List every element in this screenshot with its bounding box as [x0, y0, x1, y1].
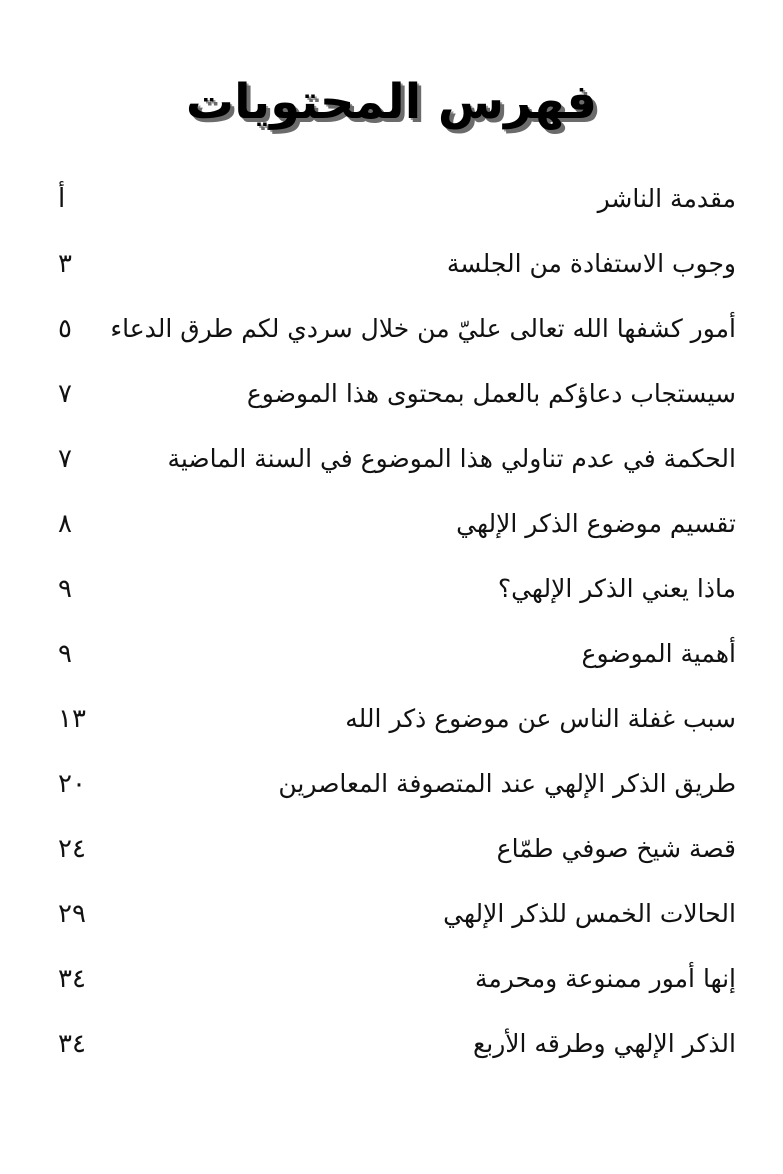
toc-entry: [52, 621, 736, 686]
toc-entry-title: مقدمة الناشر: [597, 184, 736, 213]
toc-entry-title: سيستجاب دعاؤكم بالعمل بمحتوى هذا الموضوع: [246, 379, 736, 408]
toc-entry: [52, 231, 736, 296]
toc-entry-title: الحكمة في عدم تناولي هذا الموضوع في السنة الماضية: [167, 444, 736, 473]
toc-page-number: ٣٤: [58, 963, 86, 994]
toc-entry: [52, 361, 736, 426]
toc-entry-title: طريق الذكر الإلهي عند المتصوفة المعاصرين: [278, 769, 736, 798]
toc-page-number: ٢٩: [58, 898, 86, 929]
toc-entry: [52, 296, 736, 361]
toc-page-number: ٩: [58, 573, 72, 604]
toc-entry: [52, 946, 736, 1011]
toc-page-number: ٥: [58, 313, 72, 344]
toc-page-number: ٢٠: [58, 768, 86, 799]
toc-page-number: ٨: [58, 508, 72, 539]
toc-entry-title: أهمية الموضوع: [581, 639, 736, 668]
toc-entry: [52, 491, 736, 556]
toc-entry-title: تقسيم موضوع الذكر الإلهي: [456, 509, 736, 538]
toc-page-number: ٧: [58, 378, 72, 409]
page-title: فهرس المحتويات: [185, 74, 598, 130]
toc-entry: [52, 686, 736, 751]
toc-entry-title: أمور كشفها الله تعالى عليّ من خلال سردي لكم طرق الدعاء: [110, 314, 736, 343]
toc-entry: [52, 881, 736, 946]
toc-entry: [52, 556, 736, 621]
toc-page-number: ٧: [58, 443, 72, 474]
toc-entry-title: قصة شيخ صوفي طمّاع: [496, 834, 736, 863]
table-of-contents: [52, 166, 736, 1076]
toc-entry-title: إنها أمور ممنوعة ومحرمة: [474, 964, 736, 993]
toc-page-number: أ: [58, 183, 66, 214]
toc-entry: [52, 751, 736, 816]
toc-entry-title: وجوب الاستفادة من الجلسة: [446, 249, 736, 278]
toc-page-number: ٣٤: [58, 1028, 86, 1059]
toc-entry-title: سبب غفلة الناس عن موضوع ذكر الله: [345, 704, 736, 733]
toc-page-number: ٢٤: [58, 833, 86, 864]
toc-entry: [52, 1011, 736, 1076]
toc-entry-title: الحالات الخمس للذكر الإلهي: [443, 899, 736, 928]
toc-entry-title: الذكر الإلهي وطرقه الأربع: [472, 1029, 736, 1058]
toc-page-number: ٩: [58, 638, 72, 669]
toc-page-number: ١٣: [58, 703, 86, 734]
toc-entry-title: ماذا يعني الذكر الإلهي؟: [497, 574, 736, 603]
toc-entry: [52, 426, 736, 491]
toc-entry: [52, 816, 736, 881]
toc-page-number: ٣: [58, 248, 72, 279]
toc-entry: [52, 166, 736, 231]
